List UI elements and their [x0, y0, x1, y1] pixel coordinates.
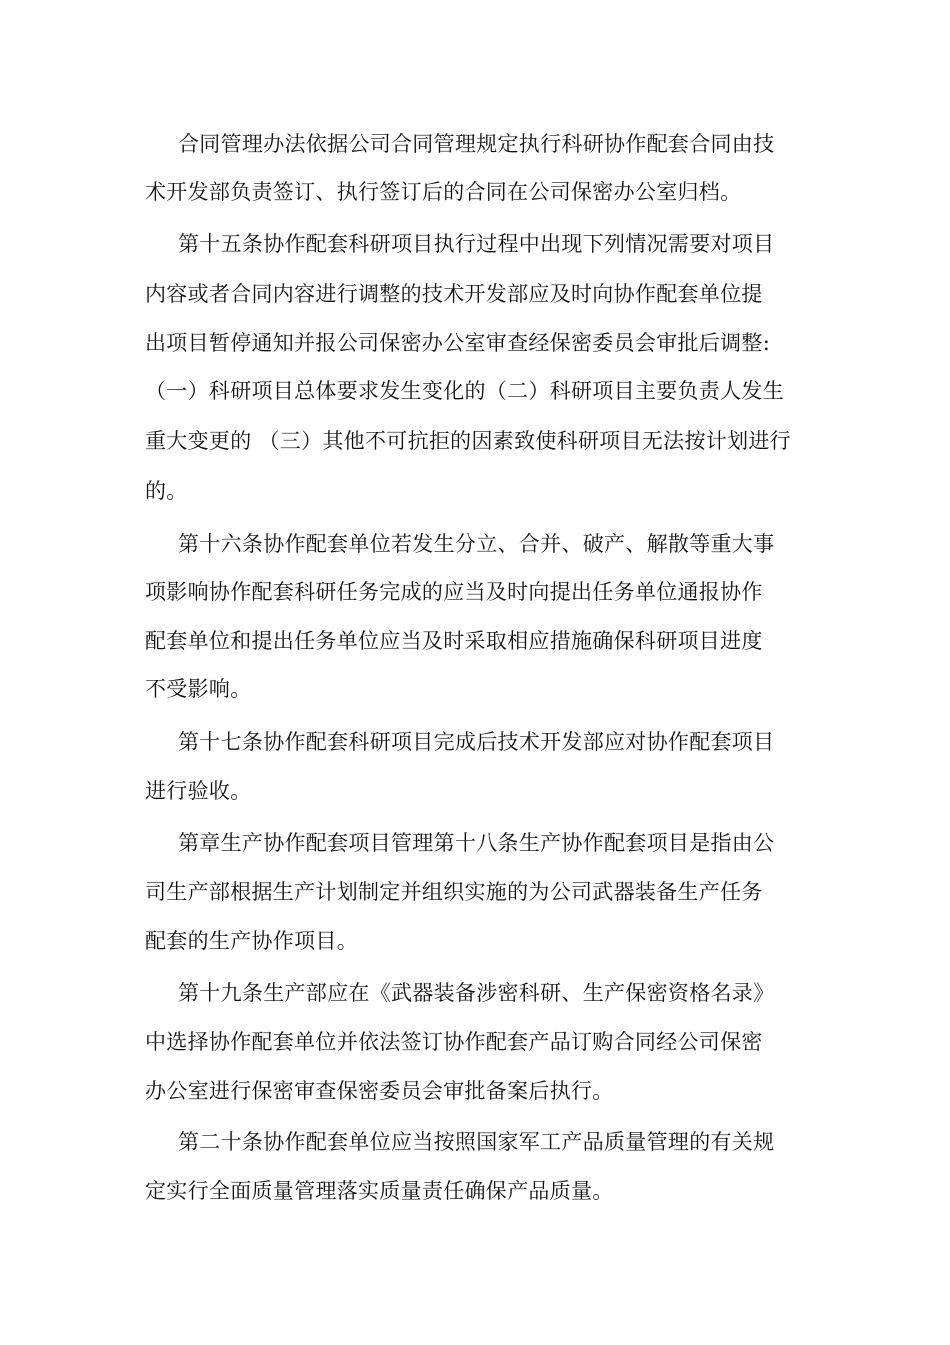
text-line: 不受影响。 — [145, 677, 252, 701]
text-line: 第二十条协作配套单位应当按照国家军工产品质量管理的有关规 — [178, 1130, 775, 1154]
text-line: 第十六条协作配套单位若发生分立、合并、破产、解散等重大事 — [178, 532, 775, 556]
text-line: 的。 — [145, 479, 188, 503]
text-line: 内容或者合同内容进行调整的技术开发部应及时向协作配套单位提 — [145, 282, 763, 306]
text-line: 配套的生产协作项目。 — [145, 929, 358, 953]
text-line: 第十五条协作配套科研项目执行过程中出现下列情况需要对项目 — [178, 232, 775, 256]
text-line: 出项目暂停通知并报公司保密办公室审查经保密委员会审批后调整: — [145, 331, 771, 355]
text-line: 项影响协作配套科研任务完成的应当及时向提出任务单位通报协作 — [145, 580, 763, 604]
text-line: 进行验收。 — [145, 779, 252, 803]
text-line: （一）科研项目总体要求发生变化的（二）科研项目主要负责人发生 — [145, 379, 784, 403]
text-line: 司生产部根据生产计划制定并组织实施的为公司武器装备生产任务 — [145, 880, 763, 904]
text-line: 中选择协作配套单位并依法签订协作配套产品订购合同经公司保密 — [145, 1030, 763, 1054]
text-line: 合同管理办法依据公司合同管理规定执行科研协作配套合同由技 — [178, 132, 775, 156]
text-line: 办公室进行保密审查保密委员会审批备案后执行。 — [145, 1079, 614, 1103]
text-line: 术开发部负责签订、执行签订后的合同在公司保密办公室归档。 — [145, 180, 742, 204]
text-line: 第十九条生产部应在《武器装备涉密科研、生产保密资格名录》 — [178, 981, 775, 1005]
text-line: 第十七条协作配套科研项目完成后技术开发部应对协作配套项目 — [178, 730, 775, 754]
text-line: 重大变更的 （三）其他不可抗拒的因素致使科研项目无法按计划进行 — [145, 429, 791, 453]
text-line: 定实行全面质量管理落实质量责任确保产品质量。 — [145, 1179, 614, 1203]
text-line: 配套单位和提出任务单位应当及时采取相应措施确保科研项目进度 — [145, 629, 763, 653]
text-line: 第章生产协作配套项目管理第十八条生产协作配套项目是指由公 — [178, 831, 775, 855]
